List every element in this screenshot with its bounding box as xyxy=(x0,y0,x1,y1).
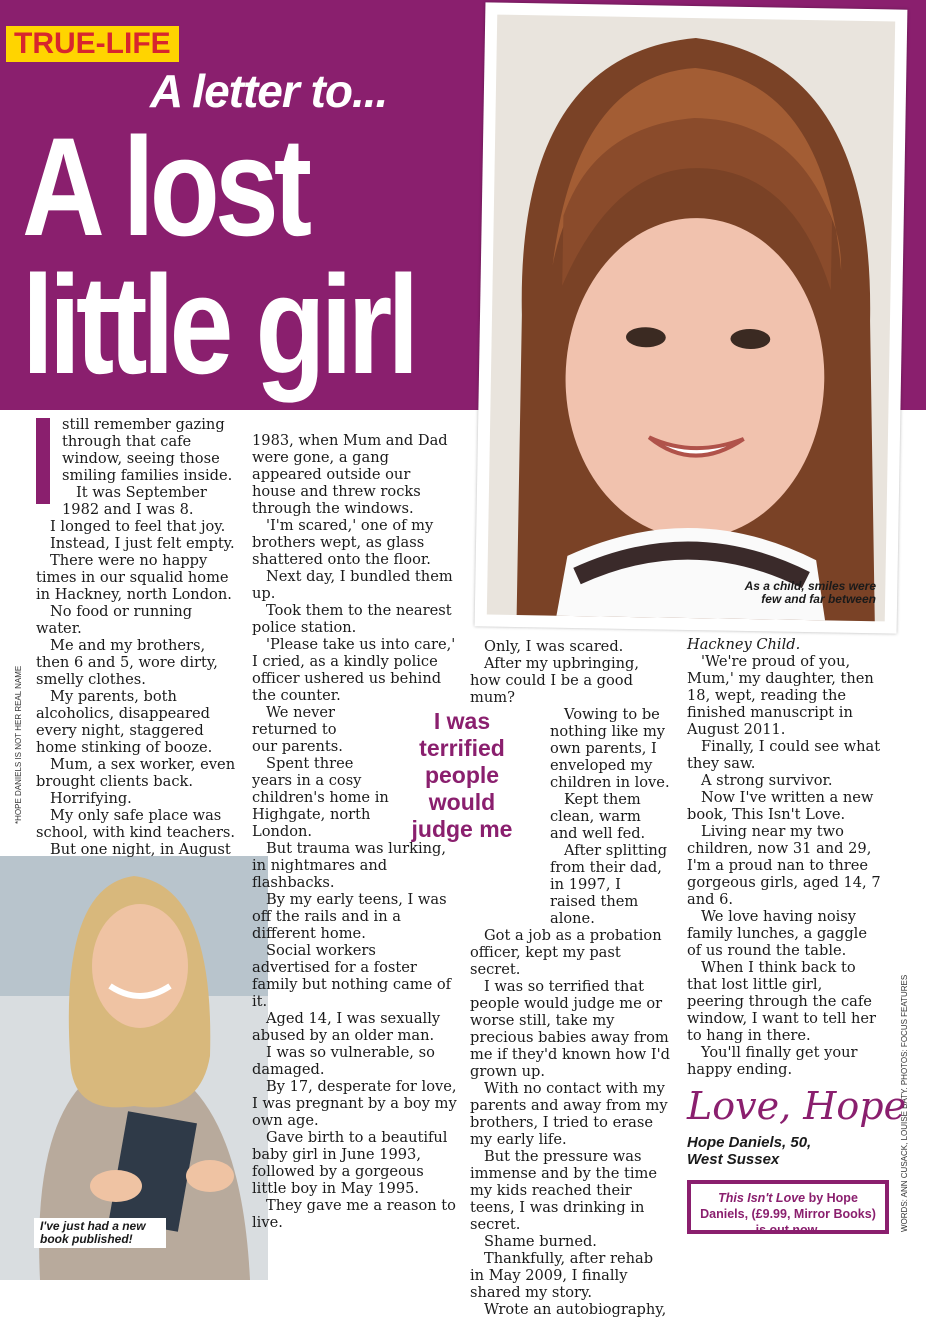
paragraph: Vowing to be nothing like my own parents, I enveloped my children in love. xyxy=(550,706,670,791)
paragraph: Shame burned. xyxy=(484,1233,597,1250)
paragraph: 1983, when Mum and Dad were gone, a gang appeared outside our house and threw rocks through the windows. xyxy=(252,432,448,517)
paragraph: But the pressure was immense and by the time my kids reached their teens, I was drinking in secret. xyxy=(470,1148,657,1233)
article-column-1 xyxy=(36,416,242,858)
book-promo-box xyxy=(687,1180,889,1237)
paragraph: It was September 1982 and I was 8. xyxy=(62,484,207,518)
byline-name: Hope Daniels, 50, xyxy=(687,1134,812,1151)
paragraph: There were no happy times in our squalid home in Hackney, north London. xyxy=(36,552,232,603)
paragraph: Social workers advertised for a foster family but nothing came of it. xyxy=(252,942,452,1010)
paragraph: After splitting from their dad, in 1997, I raised them alone. xyxy=(550,842,668,927)
paragraph: 'I'm scared,' one of my brothers wept, as glass shattered onto the floor. xyxy=(252,517,434,568)
signoff-signature: Love, Hope xyxy=(687,1084,907,1128)
paragraph: I was so vulnerable, so damaged. xyxy=(252,1044,435,1078)
paragraph: By 17, desperate for love, I was pregnant by a boy my own age. xyxy=(252,1078,457,1129)
paragraph: But trauma was lurking, in nightmares and flashbacks. xyxy=(252,840,446,891)
pull-quote: I was terrified people would judge me xyxy=(411,708,513,842)
paragraph: Took them to the nearest police station. xyxy=(252,602,452,636)
paragraph: Mum, a sex worker, even brought clients back. xyxy=(36,756,236,790)
paragraph: After my upbringing, how could I be a good mum? xyxy=(470,655,640,706)
paragraph: Aged 14, I was sexually abused by an older man. xyxy=(252,1010,441,1044)
mum-photo-caption: I've just had a new book published! xyxy=(34,1218,166,1248)
article-column-3 xyxy=(470,638,670,1318)
paragraph: By my early teens, I was off the rails and in a different home. xyxy=(252,891,447,942)
paragraph: I longed to feel that joy. xyxy=(50,518,226,535)
headline-line-2: little girl xyxy=(22,246,415,403)
mum-photo xyxy=(0,856,268,1280)
byline-place: West Sussex xyxy=(687,1151,780,1168)
paragraph: Living near my two children, now 31 and 29, I'm a proud nan to three gorgeous girls, aged 14, 7 and 6. xyxy=(687,823,881,908)
book-title: This Isn't Love xyxy=(718,1191,806,1205)
paragraph: Now I've written a new book, This Isn't Love. xyxy=(687,789,874,823)
paragraph: With no contact with my parents and away from my brothers, I tried to erase my early life. xyxy=(470,1080,668,1148)
paragraph: My only safe place was school, with kind teachers. xyxy=(36,807,236,841)
mum-portrait-image xyxy=(0,856,268,1280)
paragraph: 'Please take us into care,' I cried, as a kindly police officer ushered us behind the counter. xyxy=(252,636,456,704)
paragraph: A strong survivor. xyxy=(701,772,833,789)
kicker: A letter to... xyxy=(150,65,388,117)
paragraph: Spent three years in a cosy children's home in Highgate, north London. xyxy=(252,755,389,840)
paragraph: We love having noisy family lunches, a gaggle of us round the table. xyxy=(687,908,867,959)
paragraph: Next day, I bundled them up. xyxy=(252,568,453,602)
paragraph: When I think back to that lost little girl, peering through the cafe window, I want to tell her to hang in there. xyxy=(687,959,876,1044)
byline xyxy=(687,1134,811,1168)
paragraph: I was so terrified that people would judge me or worse still, take my precious babies away from me if they'd known how I'd grown up. xyxy=(470,978,670,1080)
paragraph: But one night, in August xyxy=(50,841,231,858)
credits: WORDS: ANN CUSACK, LOUISE BATY. PHOTOS: FOCUS FEATURES xyxy=(900,974,909,1232)
paragraph: You'll finally get your happy ending. xyxy=(687,1044,858,1078)
child-photo-caption: As a child, smiles were few and far between xyxy=(744,579,876,606)
paragraph: Hackney Child. xyxy=(687,636,801,653)
dropcap-bar xyxy=(36,418,50,504)
headline xyxy=(22,108,415,403)
book-details: by Hope Daniels, (£9.99, Mirror Books) is out now. xyxy=(700,1191,876,1237)
paragraph: Wrote an autobiography, xyxy=(484,1301,667,1318)
paragraph: Horrifying. xyxy=(50,790,132,807)
paragraph: Instead, I just felt empty. xyxy=(50,535,235,552)
paragraph: Gave birth to a beautiful baby girl in June 1993, followed by a gorgeous little boy in May 1995. xyxy=(252,1129,448,1197)
child-photo xyxy=(475,2,908,633)
paragraph: Only, I was scared. xyxy=(484,638,624,655)
paragraph: Me and my brothers, then 6 and 5, wore dirty, smelly clothes. xyxy=(36,637,218,688)
paragraph: Finally, I could see what they saw. xyxy=(687,738,881,772)
section-tag: TRUE-LIFE xyxy=(6,26,179,62)
paragraph: Got a job as a probation officer, kept my past secret. xyxy=(470,927,662,978)
paragraph: No food or running water. xyxy=(36,603,193,637)
article-column-4 xyxy=(687,636,883,1078)
headline-line-1: A lost xyxy=(22,108,308,265)
paragraph: Thankfully, after rehab in May 2009, I finally shared my story. xyxy=(470,1250,654,1301)
child-portrait-image xyxy=(487,15,895,622)
paragraph: 'We're proud of you, Mum,' my daughter, then 18, wept, reading the finished manuscript in August 2011. xyxy=(687,653,874,738)
paragraph: Kept them clean, warm and well fed. xyxy=(550,791,646,842)
paragraph: still remember gazing through that cafe window, seeing those smiling families inside. xyxy=(62,416,233,484)
name-disclaimer: *HOPE DANIELS IS NOT HER REAL NAME xyxy=(14,665,23,824)
paragraph: My parents, both alcoholics, disappeared every night, staggered home stinking of booze. xyxy=(36,688,213,756)
paragraph: We never returned to our parents. xyxy=(252,704,343,755)
paragraph: They gave me a reason to live. xyxy=(252,1197,456,1231)
